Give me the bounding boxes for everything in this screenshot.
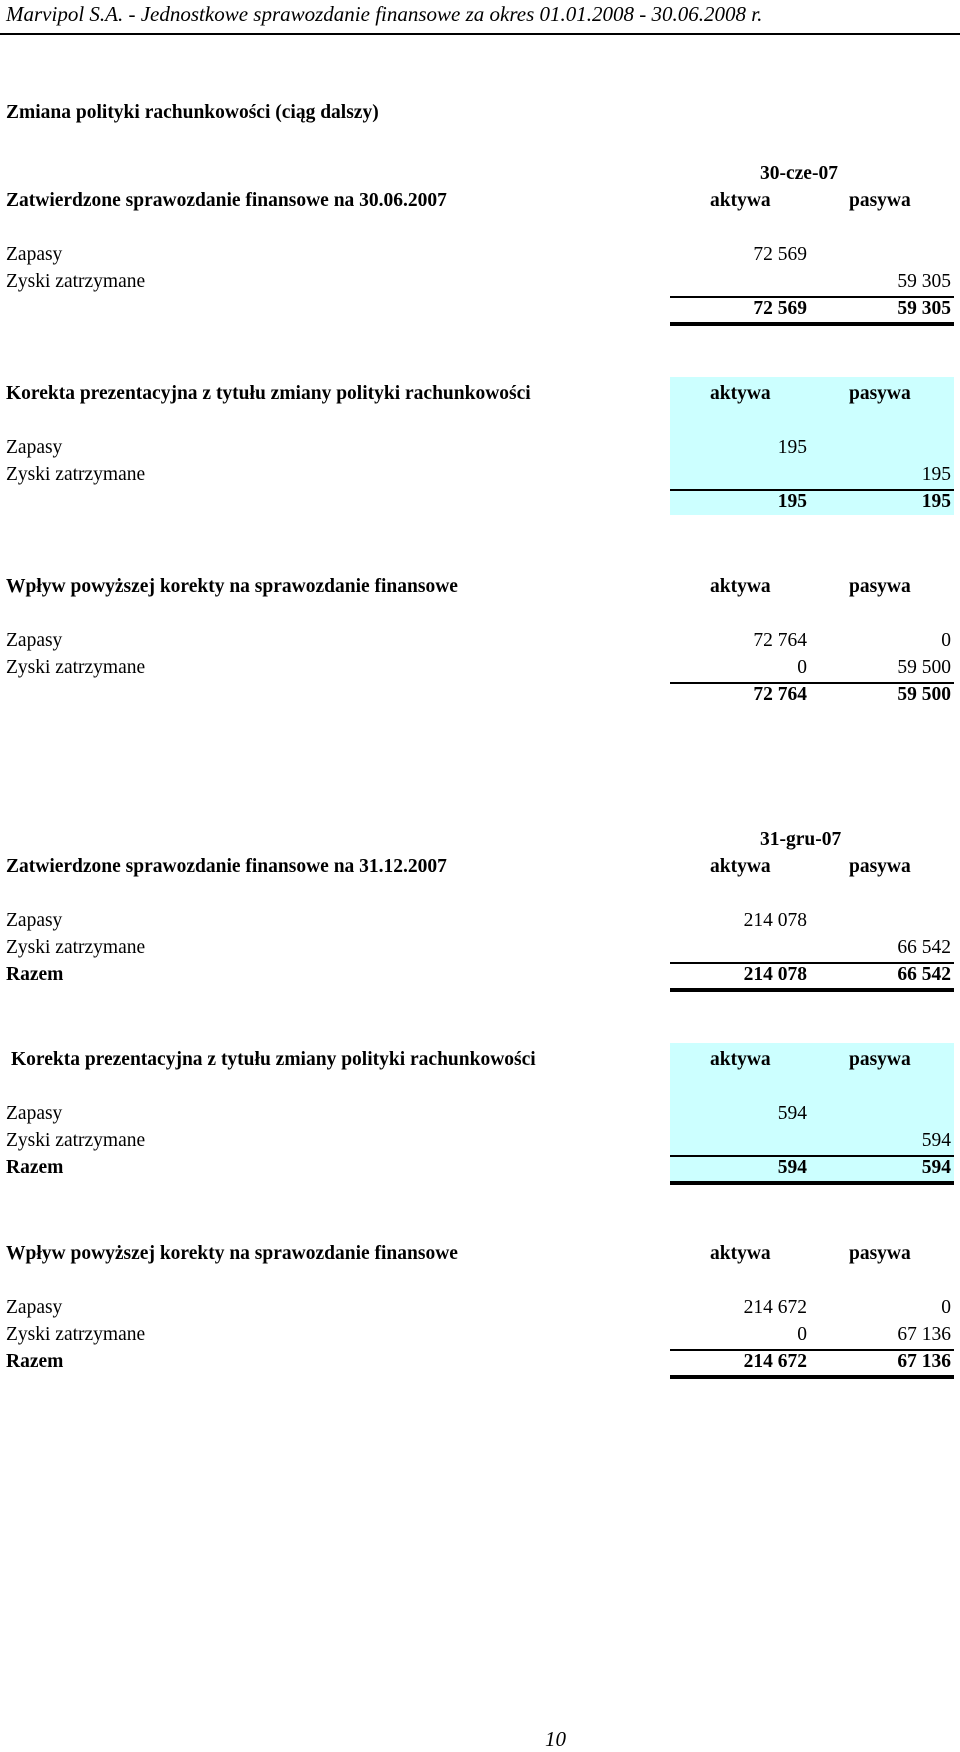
value-aktywa: 72 569	[753, 298, 807, 319]
page-number: 10	[545, 1727, 566, 1751]
col-header-pasywa: pasywa	[849, 1243, 911, 1264]
table-row	[0, 1324, 960, 1350]
total-row	[0, 491, 960, 517]
row-label: Zyski zatrzymane	[6, 464, 146, 485]
total-rule	[670, 1181, 954, 1185]
row-label: Zyski zatrzymane	[6, 1324, 146, 1345]
value-pasywa: 0	[941, 1297, 951, 1318]
value-pasywa: 195	[921, 491, 951, 512]
page-title: Zmiana polityki rachunkowości (ciąg dalszy)	[6, 102, 379, 123]
table-row	[0, 271, 960, 297]
value-aktywa: 594	[777, 1157, 807, 1178]
section-label: Korekta prezentacyjna z tytułu zmiany polityki rachunkowości	[6, 383, 531, 404]
table-row	[0, 437, 960, 463]
value-pasywa: 67 136	[897, 1324, 951, 1345]
table-row	[0, 244, 960, 270]
value-aktywa: 72 764	[753, 630, 807, 651]
section-label: Korekta prezentacyjna z tytułu zmiany polityki rachunkowości	[11, 1049, 536, 1070]
section-date: 31-gru-07	[760, 829, 842, 850]
table-row	[0, 1297, 960, 1323]
row-label: Zapasy	[6, 910, 63, 931]
section-label: Zatwierdzone sprawozdanie finansowe na 31.12.2007	[6, 856, 447, 877]
header-rule	[0, 33, 960, 35]
row-label: Razem	[6, 1157, 64, 1178]
value-pasywa: 59 305	[897, 298, 951, 319]
value-aktywa: 214 078	[743, 964, 807, 985]
row-label: Zapasy	[6, 1297, 63, 1318]
col-header-pasywa: pasywa	[849, 190, 911, 211]
value-pasywa: 66 542	[897, 937, 951, 958]
row-label: Zapasy	[6, 630, 63, 651]
col-header-pasywa: pasywa	[849, 576, 911, 597]
total-row	[0, 964, 960, 990]
row-label: Zyski zatrzymane	[6, 271, 146, 292]
table-row	[0, 937, 960, 963]
value-aktywa: 195	[777, 491, 807, 512]
row-label: Zyski zatrzymane	[6, 937, 146, 958]
total-rule	[670, 988, 954, 992]
value-aktywa: 0	[797, 657, 807, 678]
value-pasywa: 0	[941, 630, 951, 651]
table-row	[0, 464, 960, 490]
table-row	[0, 1103, 960, 1129]
section-date: 30-cze-07	[760, 163, 838, 184]
row-label: Zapasy	[6, 1103, 63, 1124]
col-header-pasywa: pasywa	[849, 856, 911, 877]
value-pasywa: 66 542	[897, 964, 951, 985]
table-row	[0, 910, 960, 936]
section-label: Zatwierdzone sprawozdanie finansowe na 30.06.2007	[6, 190, 447, 211]
col-header-aktywa: aktywa	[710, 190, 771, 211]
col-header-aktywa: aktywa	[710, 383, 771, 404]
total-row	[0, 1351, 960, 1377]
value-pasywa: 59 500	[897, 684, 951, 705]
row-label: Razem	[6, 964, 64, 985]
total-row	[0, 298, 960, 324]
value-pasywa: 594	[921, 1157, 951, 1178]
total-rule	[670, 322, 954, 326]
document-header: Marvipol S.A. - Jednostkowe sprawozdanie finansowe za okres 01.01.2008 - 30.06.2008 r.	[6, 2, 763, 26]
table-row	[0, 630, 960, 656]
total-row	[0, 1157, 960, 1183]
row-label: Zapasy	[6, 244, 63, 265]
value-aktywa: 195	[777, 437, 807, 458]
value-aktywa: 72 569	[753, 244, 807, 265]
row-label: Zyski zatrzymane	[6, 657, 146, 678]
col-header-pasywa: pasywa	[849, 1049, 911, 1070]
col-header-aktywa: aktywa	[710, 856, 771, 877]
value-aktywa: 72 764	[753, 684, 807, 705]
col-header-pasywa: pasywa	[849, 383, 911, 404]
total-rule	[670, 1375, 954, 1379]
value-pasywa: 67 136	[897, 1351, 951, 1372]
row-label: Zapasy	[6, 437, 63, 458]
value-aktywa: 594	[777, 1103, 807, 1124]
col-header-aktywa: aktywa	[710, 1049, 771, 1070]
value-pasywa: 59 500	[897, 657, 951, 678]
section-label: Wpływ powyższej korekty na sprawozdanie finansowe	[6, 576, 458, 597]
table-row	[0, 1130, 960, 1156]
row-label: Razem	[6, 1351, 64, 1372]
value-aktywa: 214 672	[743, 1351, 807, 1372]
value-aktywa: 214 672	[743, 1297, 807, 1318]
col-header-aktywa: aktywa	[710, 1243, 771, 1264]
section-label: Wpływ powyższej korekty na sprawozdanie finansowe	[6, 1243, 458, 1264]
table-row	[0, 657, 960, 683]
value-pasywa: 59 305	[897, 271, 951, 292]
value-aktywa: 214 078	[743, 910, 807, 931]
total-row	[0, 684, 960, 710]
row-label: Zyski zatrzymane	[6, 1130, 146, 1151]
value-aktywa: 0	[797, 1324, 807, 1345]
col-header-aktywa: aktywa	[710, 576, 771, 597]
value-pasywa: 195	[921, 464, 951, 485]
value-pasywa: 594	[921, 1130, 951, 1151]
